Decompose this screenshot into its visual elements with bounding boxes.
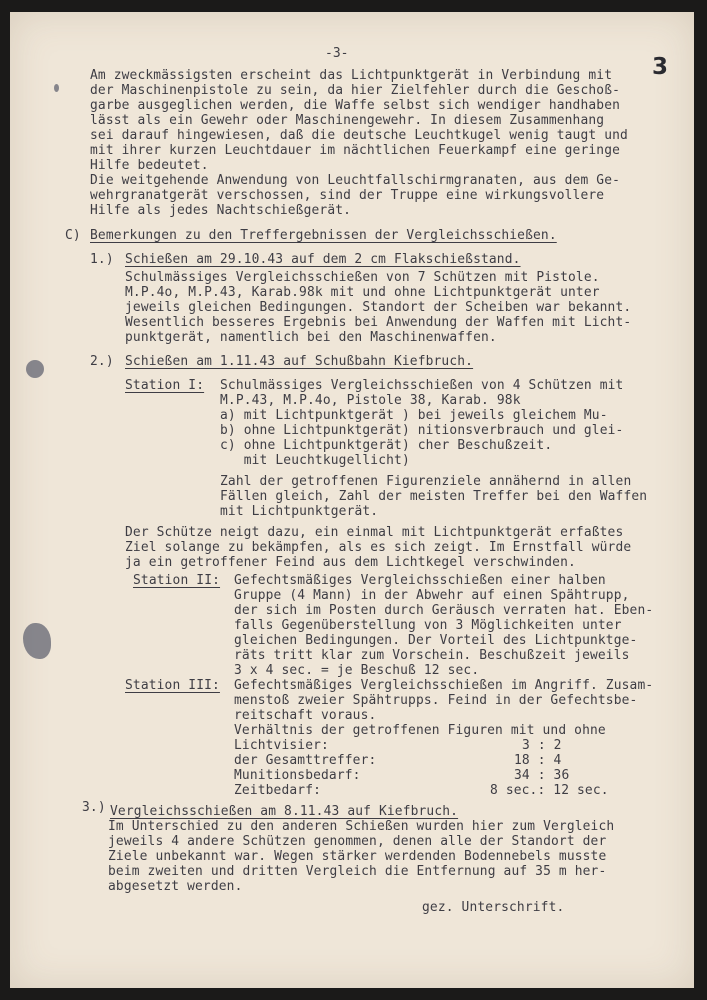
item3-line: jeweils 4 andere Schützen genommen, denen alle der Standort der [108,834,607,849]
ratio-label: Zeitbedarf: [234,783,322,798]
station1-result-line: Fällen gleich, Zahl der meisten Treffer bei den Waffen [220,489,648,504]
station2-line: Gefechtsmäßiges Vergleichsschießen einer halben [234,573,606,588]
ratio-label: Munitionsbedarf: [234,768,361,783]
item1-line: Schulmässiges Vergleichsschießen von 7 Schützen mit Pistole. [125,270,600,285]
station1-line: mit Leuchtkugellicht) [220,453,410,468]
ratio-value: 34 : 36 [514,768,570,783]
intro-line: Hilfe bedeutet. [90,158,209,173]
station2-line: 3 x 4 sec. = je Beschuß 12 sec. [234,663,480,678]
page-number: -3- [325,46,349,61]
station1-line: b) ohne Lichtpunktgerät) nitionsverbrauch und glei- [220,423,624,438]
station3-line: menstoß zweier Spähtrupps. Feind in der Gefechtsbe- [234,693,638,708]
station2-label: Station II: [133,573,221,588]
item3-heading: Vergleichsschießen am 8.11.43 auf Kiefbruch. [110,804,459,819]
station2-line: falls Gegenüberstellung von 3 Möglichkeiten unter [234,618,622,633]
station2-line: Gruppe (4 Mann) in der Abwehr auf einen Spähtrupp, [234,588,630,603]
section-c-heading: Bemerkungen zu den Treffergebnissen der Vergleichsschießen. [90,228,557,243]
station1-line: c) ohne Lichtpunktgerät) cher Beschußzeit. [220,438,553,453]
item2-heading: Schießen am 1.11.43 auf Schußbahn Kiefbruch. [125,354,474,369]
intro-line: Die weitgehende Anwendung von Leuchtfallschirmgranaten, aus dem Ge- [90,173,621,188]
intro-line: Am zweckmässigsten erscheint das Lichtpunktgerät in Verbindung mit [90,68,613,83]
note-line: Ziel solange zu bekämpfen, als es sich zeigt. Im Ernstfall würde [125,540,632,555]
station2-line: der sich im Posten durch Geräusch verraten hat. Eben- [234,603,654,618]
document-page [10,12,694,988]
station1-result-line: mit Lichtpunktgerät. [220,504,379,519]
intro-line: garbe ausgeglichen werden, die Waffe selbst sich wendiger handhaben [90,98,621,113]
item3-number: 3.) [82,800,106,815]
intro-line: Hilfe als jedes Nachtschießgerät. [90,203,352,218]
item2-number: 2.) [90,354,114,369]
section-c-label: C) [65,228,81,243]
intro-line: sei darauf hingewiesen, daß die deutsche Leuchtkugel wenig taugt und [90,128,628,143]
note-line: ja ein getroffener Feind aus dem Lichtkegel verschwinden. [125,555,576,570]
note-line: Der Schütze neigt dazu, ein einmal mit Lichtpunktgerät erfaßtes [125,525,624,540]
station1-line: a) mit Lichtpunktgerät ) bei jeweils gleichem Mu- [220,408,608,423]
item3-line: beim zweiten und dritten Vergleich die Entfernung auf 35 m her- [108,864,607,879]
station1-result-line: Zahl der getroffenen Figurenziele annähernd in allen [220,474,632,489]
stamp-number: 3 [652,54,669,80]
station3-label: Station III: [125,678,220,693]
ratio-value: 8 sec.: 12 sec. [490,783,609,798]
station3-line: Verhältnis der getroffenen Figuren mit und ohne [234,723,606,738]
station1-line: M.P.43, M.P.4o, Pistole 38, Karab. 98k [220,393,521,408]
item3-line: Im Unterschied zu den anderen Schießen wurden hier zum Vergleich [108,819,615,834]
ratio-value: 3 : 2 [522,738,562,753]
item1-line: M.P.4o, M.P.43, Karab.98k mit und ohne Lichtpunktgerät unter [125,285,600,300]
intro-line: wehrgranatgerät verschossen, sind der Truppe eine wirkungsvollere [90,188,605,203]
station2-line: gleichen Bedingungen. Der Vorteil des Lichtpunktge- [234,633,638,648]
item3-line: Ziele unbekannt war. Wegen stärker werdenden Bodennebels musste [108,849,607,864]
item1-number: 1.) [90,252,114,267]
signature: gez. Unterschrift. [422,900,565,915]
item1-heading: Schießen am 29.10.43 auf dem 2 cm Flakschießstand. [125,252,521,267]
ratio-label: der Gesamttreffer: [234,753,377,768]
item1-line: Wesentlich besseres Ergebnis bei Anwendung der Waffen mit Licht- [125,315,632,330]
ratio-label: Lichtvisier: [234,738,329,753]
station1-line: Schulmässiges Vergleichsschießen von 4 Schützen mit [220,378,624,393]
intro-line: der Maschinenpistole zu sein, da hier Zielfehler durch die Geschoß- [90,83,621,98]
station3-line: reitschaft voraus. [234,708,377,723]
intro-line: mit ihrer kurzen Leuchtdauer im nächtlichen Feuerkampf eine geringe [90,143,621,158]
item1-line: punktgerät, namentlich bei den Maschinenwaffen. [125,330,497,345]
station2-line: räts tritt klar zum Vorschein. Beschußzeit jeweils [234,648,630,663]
intro-line: lässt als ein Gewehr oder Maschinengewehr. In diesem Zusammenhang [90,113,605,128]
station3-line: Gefechtsmäßiges Vergleichsschießen im Angriff. Zusam- [234,678,654,693]
item1-line: jeweils gleichen Bedingungen. Standort der Scheiben war bekannt. [125,300,632,315]
ink-blot [26,360,44,378]
ink-blot [23,623,51,659]
item3-line: abgesetzt werden. [108,879,243,894]
station1-label: Station I: [125,378,205,393]
ink-dot [54,84,59,92]
ratio-value: 18 : 4 [514,753,562,768]
